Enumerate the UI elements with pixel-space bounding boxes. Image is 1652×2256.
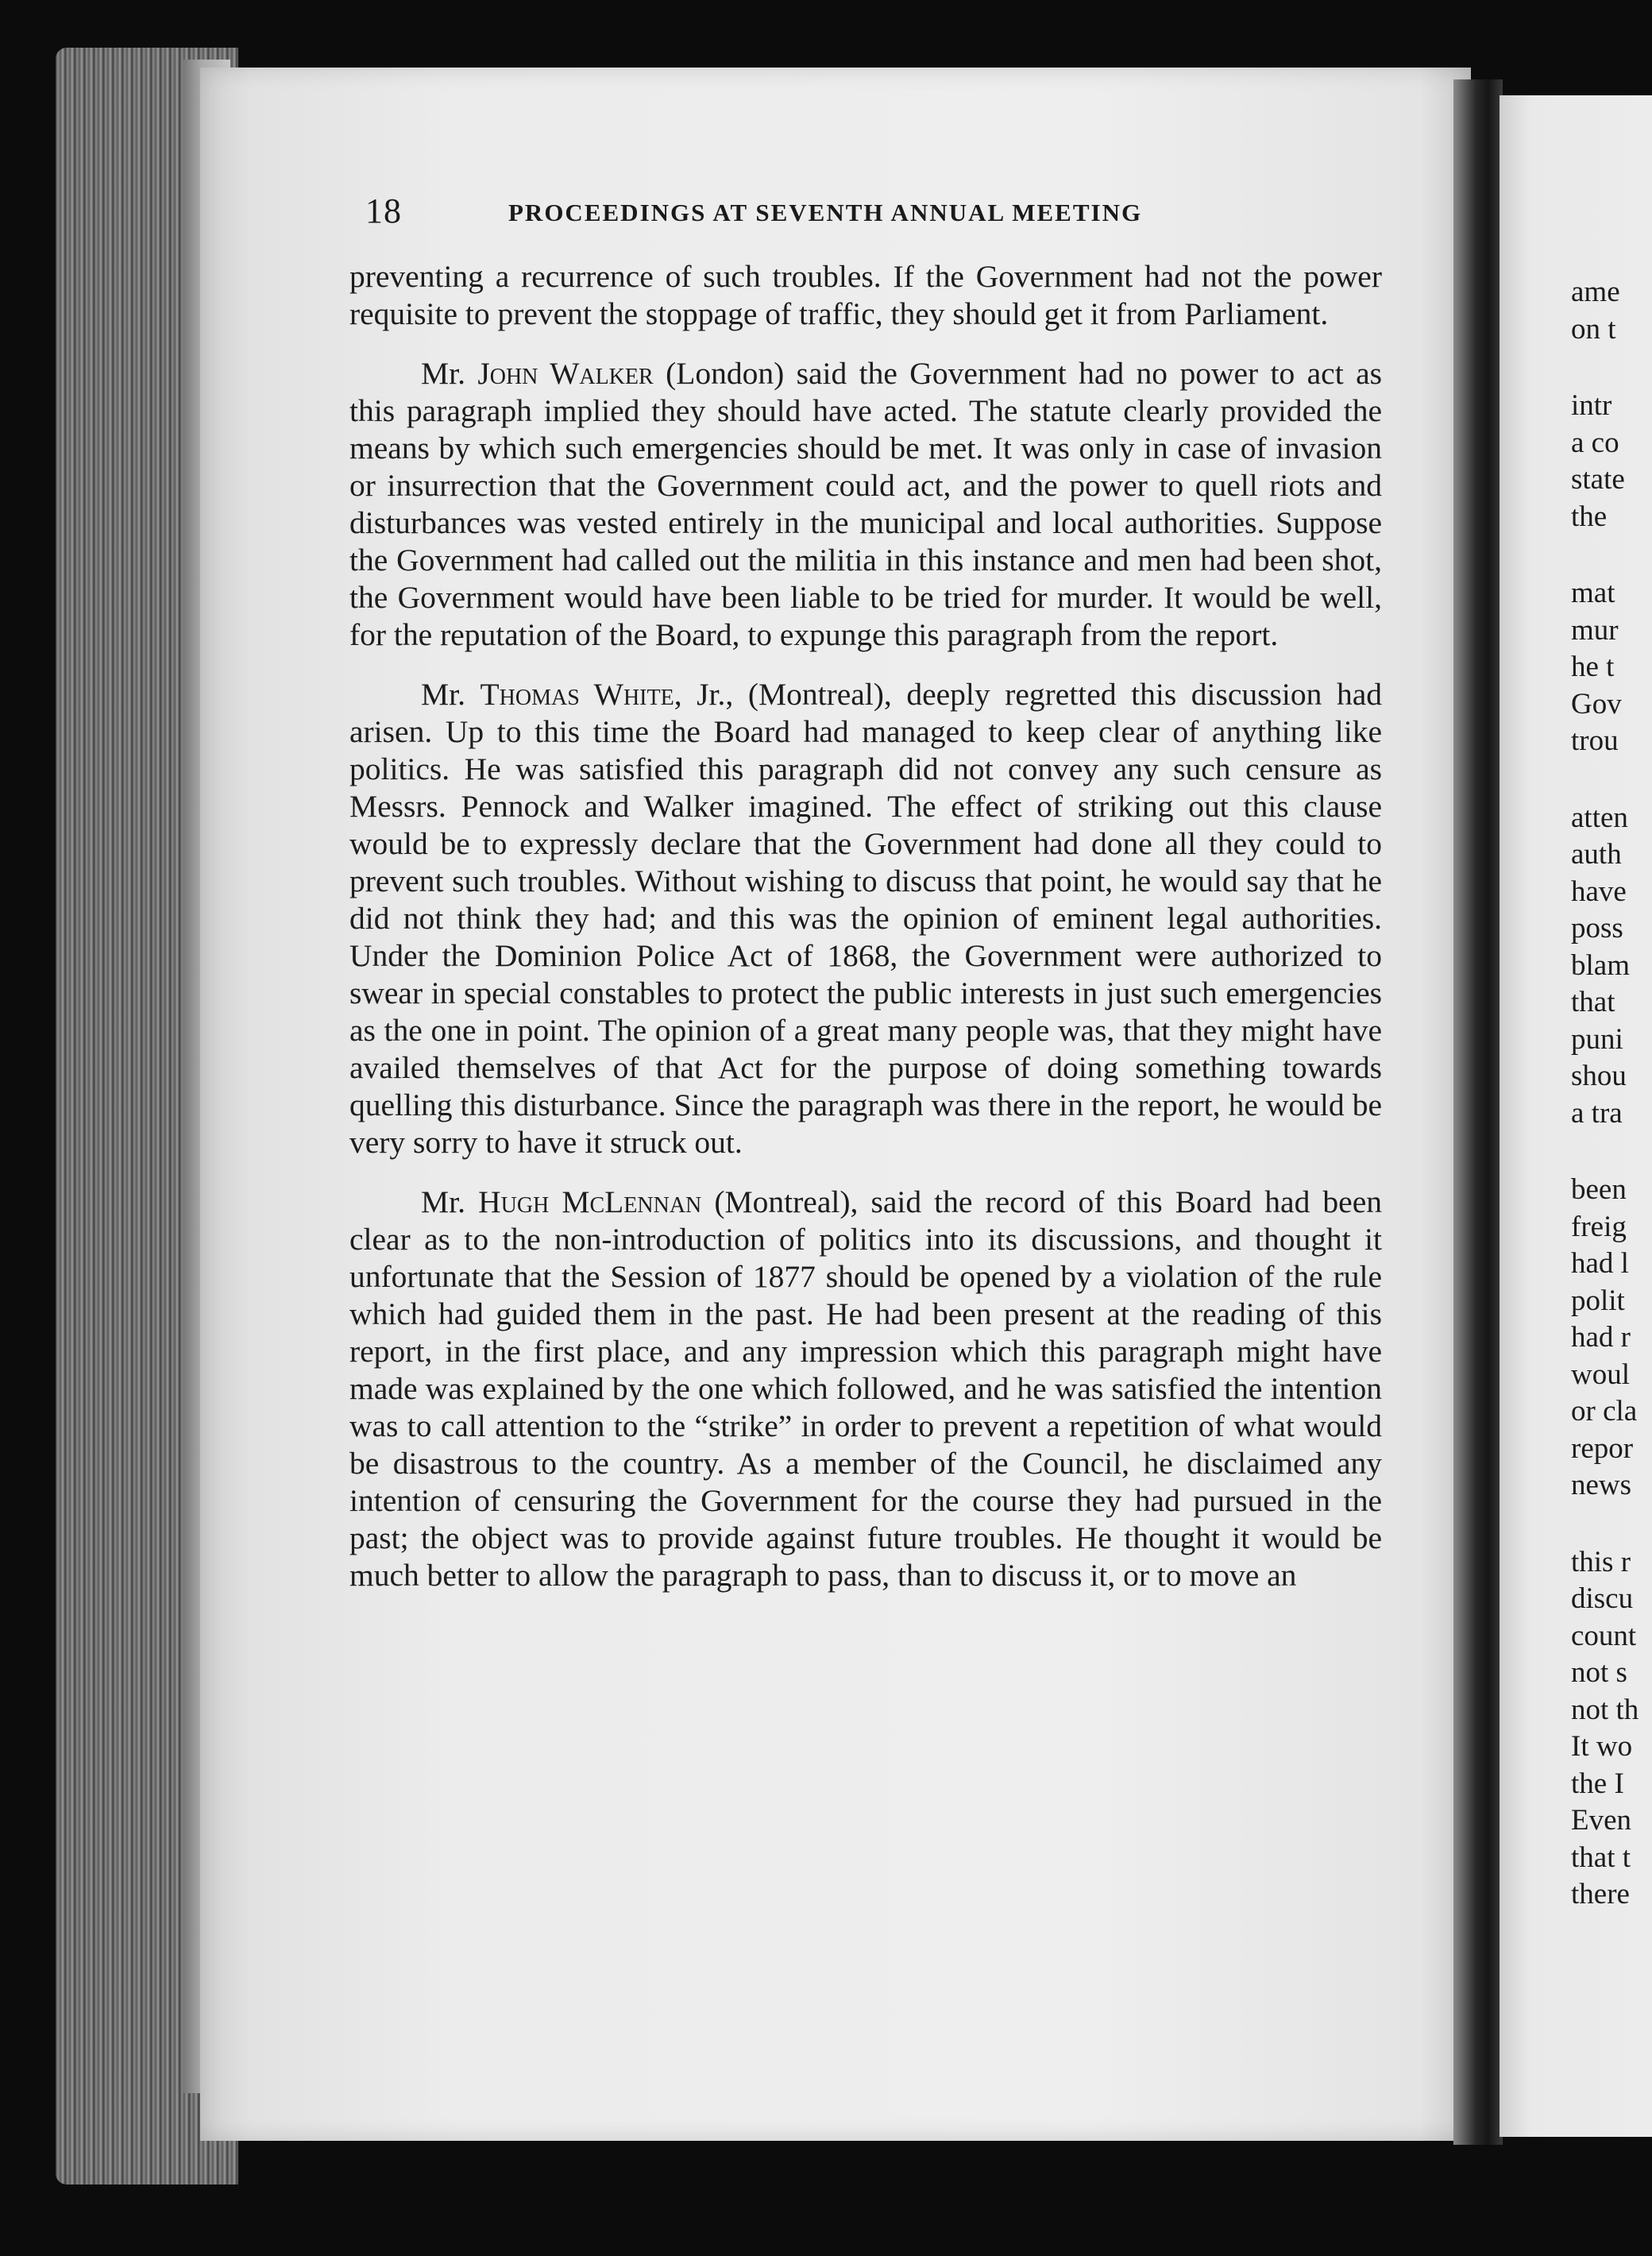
paragraph-hugh-mclennan: Mr. Hugh McLennan (Montreal), said the record of this Board had been clear as to the non-introduction of politics into its discussions, and thought it unfortunate that the Session of 1877 should be opened by a violation of the rule which had guided them in the past. He had been present at the reading of this report, in the first place, and any impression which this paragraph might have made was explained by the one which followed, and he was satisfied the intention was to call attention to the “strike” in order to prevent a repetition of what would be disastrous to the country. As a member of the Council, he disclaimed any intention of censuring the Government for the course they had pursued in the past; the object was to provide against future troubles. He thought it would be much better to allow the paragraph to pass, than to discuss it, or to move an [349, 1184, 1382, 1593]
right-page-gap [1571, 1132, 1652, 1172]
right-page-line: repor [1571, 1431, 1634, 1465]
right-page-line: that t [1571, 1841, 1631, 1874]
right-page-line: or cla [1571, 1395, 1638, 1427]
right-page-line: mat [1571, 577, 1615, 609]
right-page-line: ame [1571, 276, 1620, 308]
right-page-line: It wo [1571, 1730, 1633, 1763]
right-page-line: count [1571, 1619, 1637, 1652]
right-page-line: a tra [1571, 1096, 1623, 1130]
right-page-gap [1571, 348, 1652, 388]
right-page-line: the I [1571, 1767, 1624, 1800]
right-page-line: a co [1571, 426, 1619, 459]
right-page-line: there [1571, 1878, 1630, 1910]
right-page-line: had r [1571, 1321, 1631, 1354]
speaker-name: Hugh McLennan [478, 1184, 702, 1219]
right-page-gap [1571, 760, 1652, 800]
right-page-line: trou [1571, 724, 1619, 757]
right-page-line: poss [1571, 912, 1623, 945]
right-page-text-fragments [1571, 274, 1652, 1914]
right-page-gap [1571, 535, 1652, 575]
paragraph-john-walker: Mr. John Walker (London) said the Government had no power to act as this paragraph implied they should have acted. The statute clearly provided the means by which such emergencies should be met. It was only in case of invasion or insurrection that the Government could act, and the power to quell riots and disturbances was vested entirely in the municipal and local authorities. Suppose the Government had called out the militia in this instance and men had been shot, the Government would have been liable to be tried for murder. It would be well, for the reputation of the Board, to expunge this paragraph from the report. [349, 356, 1382, 652]
right-page-line: shou [1571, 1060, 1627, 1092]
right-page-line: on t [1571, 312, 1616, 346]
page-number: 18 [365, 191, 402, 230]
right-page-line: not s [1571, 1656, 1627, 1689]
right-page-line: auth [1571, 838, 1622, 871]
right-page-line: this r [1571, 1545, 1631, 1578]
right-page-line: been [1571, 1173, 1627, 1206]
right-page-line: atten [1571, 801, 1628, 834]
book-gutter [1453, 79, 1503, 2145]
right-page-line: intr [1571, 389, 1612, 422]
right-page-line: news [1571, 1469, 1632, 1501]
right-page-line: puni [1571, 1022, 1623, 1056]
right-page-line: have [1571, 875, 1627, 908]
right-page-line: state [1571, 463, 1625, 496]
right-page-line: he t [1571, 651, 1615, 683]
speaker-name: John Walker [477, 356, 654, 391]
paragraph-thomas-white: Mr. Thomas White, Jr., (Montreal), deeply regretted this discussion had arisen. Up to this time the Board had managed to keep clear of anything like politics. He was satisfied this paragraph did not convey any such censure as Messrs. Pennock and Walker imagined. The effect of striking out this clause would be to expressly declare that the Government had done all they could to prevent such troubles. Without wishing to discuss that point, he would say that he did not think they had; and this was the opinion of eminent legal authorities. Under the Dominion Police Act of 1868, the Government were authorized to swear in special constables to protect the public interests in just such emergencies as the one in point. The opinion of a great many people was, that they might have availed themselves of that Act for the purpose of doing something towards quelling this disturbance. Since the paragraph was there in the report, he would be very sorry to have it struck out. [349, 677, 1382, 1160]
running-head: PROCEEDINGS AT SEVENTH ANNUAL MEETING [508, 199, 1143, 226]
paragraph: preventing a recurrence of such troubles. If the Government had not the power requisite to prevent the stoppage of traffic, they should get it from Parliament. [349, 259, 1382, 331]
right-page-line: blam [1571, 948, 1630, 982]
right-page-line: freig [1571, 1210, 1627, 1243]
right-page-line: had l [1571, 1247, 1629, 1280]
right-page-line: that [1571, 986, 1615, 1018]
right-page-line: mur [1571, 613, 1619, 647]
page-body [349, 258, 1382, 1617]
right-page-line: polit [1571, 1284, 1625, 1317]
right-page-gap [1571, 1505, 1652, 1544]
speaker-name: Thomas White [480, 677, 674, 712]
right-page-line: woul [1571, 1358, 1630, 1391]
right-page-line: discu [1571, 1582, 1634, 1615]
right-page-line: not th [1571, 1693, 1639, 1726]
right-page-line: Gov [1571, 687, 1622, 720]
page-header [365, 191, 1255, 238]
right-page-line: Even [1571, 1804, 1632, 1837]
right-page-line: the [1571, 500, 1608, 533]
